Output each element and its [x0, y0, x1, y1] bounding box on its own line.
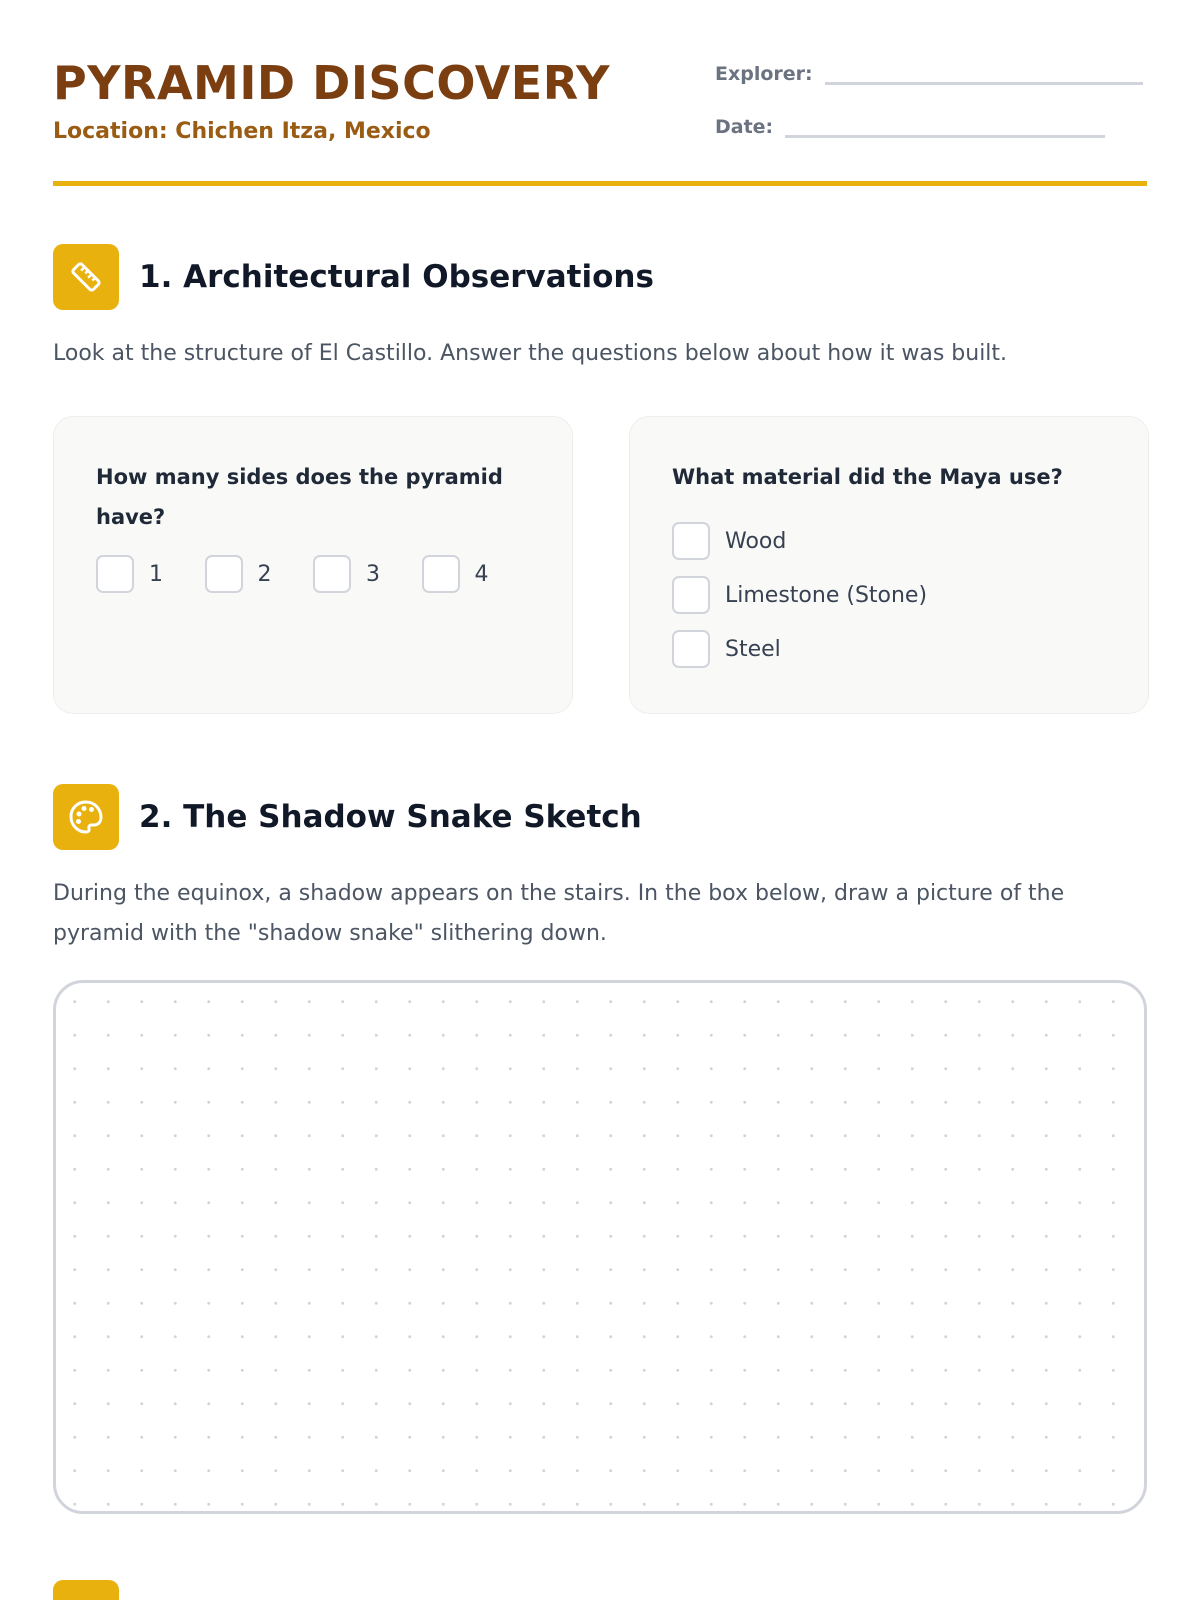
checkbox[interactable] [672, 630, 710, 668]
palette-icon [53, 784, 119, 850]
worksheet-header [53, 0, 1147, 186]
question-text: How many sides does the pyramid have? [96, 465, 503, 529]
option-label: Steel [725, 636, 781, 662]
checkbox[interactable] [422, 555, 460, 593]
option-label: 3 [366, 561, 380, 587]
ruler-icon [53, 244, 119, 310]
sides-options [96, 555, 530, 593]
option-limestone [672, 568, 1106, 622]
material-options [672, 514, 1106, 676]
option-wood [672, 514, 1106, 568]
option-label: Wood [725, 528, 787, 554]
option-3 [313, 555, 422, 593]
section-description: During the equinox, a shadow appears on the stairs. In the box below, draw a picture of the pyramid with the "shadow snake" slithering down. [53, 881, 1065, 946]
next-section-icon [53, 1580, 119, 1600]
explorer-label: Explorer: [715, 63, 813, 85]
checkbox[interactable] [672, 522, 710, 560]
question-text: What material did the Maya use? [672, 465, 1063, 489]
date-label: Date: [715, 116, 774, 138]
section-description: Look at the structure of El Castillo. Answer the questions below about how it was built. [53, 341, 1008, 366]
option-label: 2 [257, 561, 272, 587]
section-architectural-observations [53, 244, 654, 310]
explorer-field [715, 58, 1143, 85]
date-line[interactable] [785, 111, 1105, 138]
page-title: PYRAMID DISCOVERY [53, 56, 610, 110]
checkbox[interactable] [205, 555, 243, 593]
checkbox[interactable] [96, 555, 134, 593]
option-label: 4 [474, 561, 489, 587]
location-subtitle: Location: Chichen Itza, Mexico [53, 119, 431, 144]
section-title: 1. Architectural Observations [139, 259, 654, 295]
checkbox[interactable] [672, 576, 710, 614]
option-label: Limestone (Stone) [725, 582, 928, 608]
question-card-sides [53, 416, 573, 714]
option-1 [96, 555, 205, 593]
option-steel [672, 622, 1106, 676]
section-shadow-snake-sketch [53, 784, 642, 850]
date-field [715, 111, 1105, 138]
checkbox[interactable] [313, 555, 351, 593]
explorer-line[interactable] [825, 58, 1143, 85]
option-4 [422, 555, 531, 593]
option-2 [205, 555, 314, 593]
sketch-drawing-area[interactable] [53, 980, 1147, 1514]
option-label: 1 [149, 561, 163, 587]
section-title: 2. The Shadow Snake Sketch [139, 799, 642, 835]
question-card-material [629, 416, 1149, 714]
